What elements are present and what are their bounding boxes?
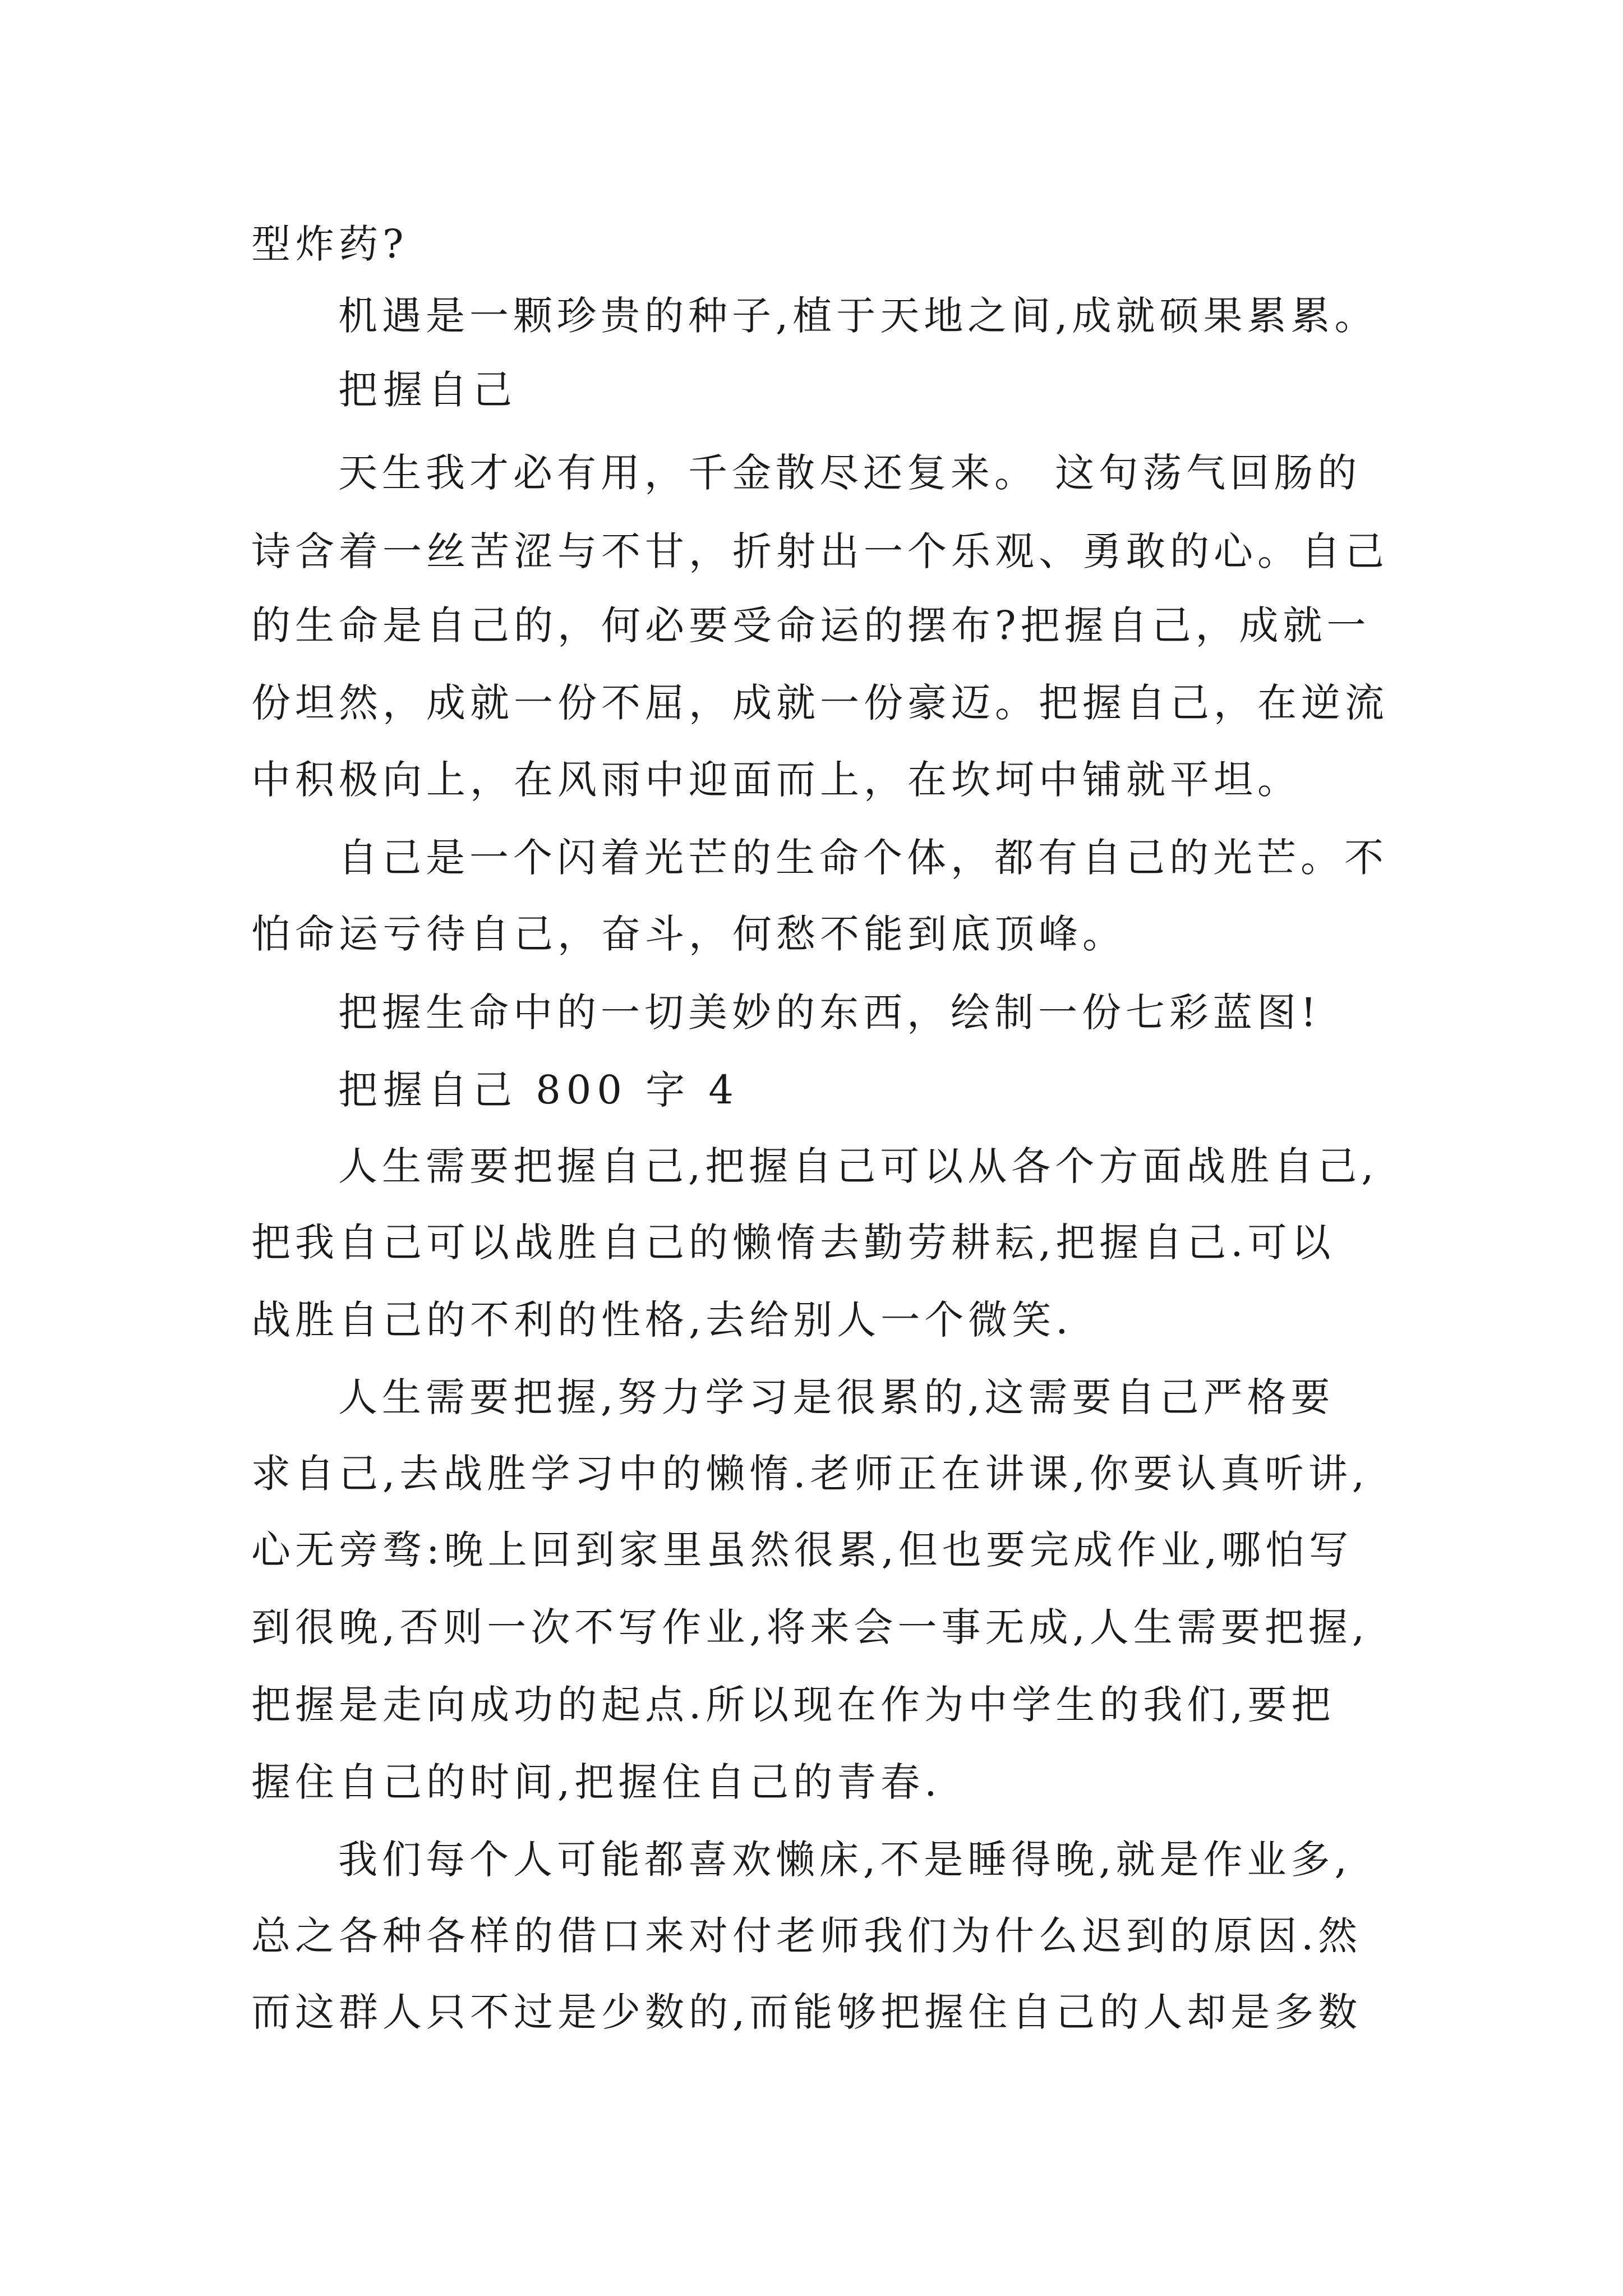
text-line: 而这群人只不过是少数的,而能够把握住自己的人却是多数: [251, 1989, 1362, 2035]
text-line: 中积极向上，在风雨中迎面而上，在坎坷中铺就平坦。: [251, 757, 1301, 803]
text-line: 总之各种各样的借口来对付老师我们为什么迟到的原因.然: [251, 1913, 1362, 1959]
text-line: 机遇是一颗珍贵的种子,植于天地之间,成就硕果累累。: [338, 293, 1378, 339]
section-heading: 把握自己 800 字 4: [338, 1067, 739, 1113]
text-line: 心无旁骛:晚上回到家里虽然很累,但也要完成作业,哪怕写: [251, 1527, 1353, 1573]
text-line: 份坦然，成就一份不屈，成就一份豪迈。把握自己，在逆流: [251, 680, 1389, 726]
text-line: 诗含着一丝苦涩与不甘，折射出一个乐观、勇敢的心。自己: [251, 528, 1389, 574]
text-line: 型炸药?: [251, 221, 408, 267]
section-heading: 把握自己: [338, 367, 518, 413]
text-line: 人生需要把握自己,把握自己可以从各个方面战胜自己,: [338, 1143, 1378, 1189]
text-line: 求自己,去战胜学习中的懒惰.老师正在讲课,你要认真听讲,: [251, 1451, 1370, 1497]
text-line: 把我自己可以战胜自己的懒惰去勤劳耕耘,把握自己.可以: [251, 1220, 1335, 1266]
text-line: 到很晚,否则一次不写作业,将来会一事无成,人生需要把握,: [251, 1604, 1370, 1650]
text-line: 的生命是自己的，何必要受命运的摆布?把握自己，成就一: [251, 602, 1371, 648]
text-line: 战胜自己的不利的性格,去给别人一个微笑.: [251, 1297, 1073, 1343]
text-line: 把握生命中的一切美妙的东西，绘制一份七彩蓝图!: [338, 990, 1321, 1036]
text-line: 人生需要把握,努力学习是很累的,这需要自己严格要: [338, 1374, 1335, 1420]
text-line: 天生我才必有用，千金散尽还复来。 这句荡气回肠的: [338, 450, 1362, 496]
text-line: 握住自己的时间,把握住自己的青春.: [251, 1759, 942, 1805]
text-line: 自己是一个闪着光芒的生命个体，都有自己的光芒。不: [338, 835, 1388, 881]
text-line: 怕命运亏待自己，奋斗，何愁不能到底顶峰。: [251, 911, 1126, 957]
text-line: 我们每个人可能都喜欢懒床,不是睡得晚,就是作业多,: [338, 1837, 1352, 1883]
text-line: 把握是走向成功的起点.所以现在作为中学生的我们,要把: [251, 1682, 1335, 1728]
